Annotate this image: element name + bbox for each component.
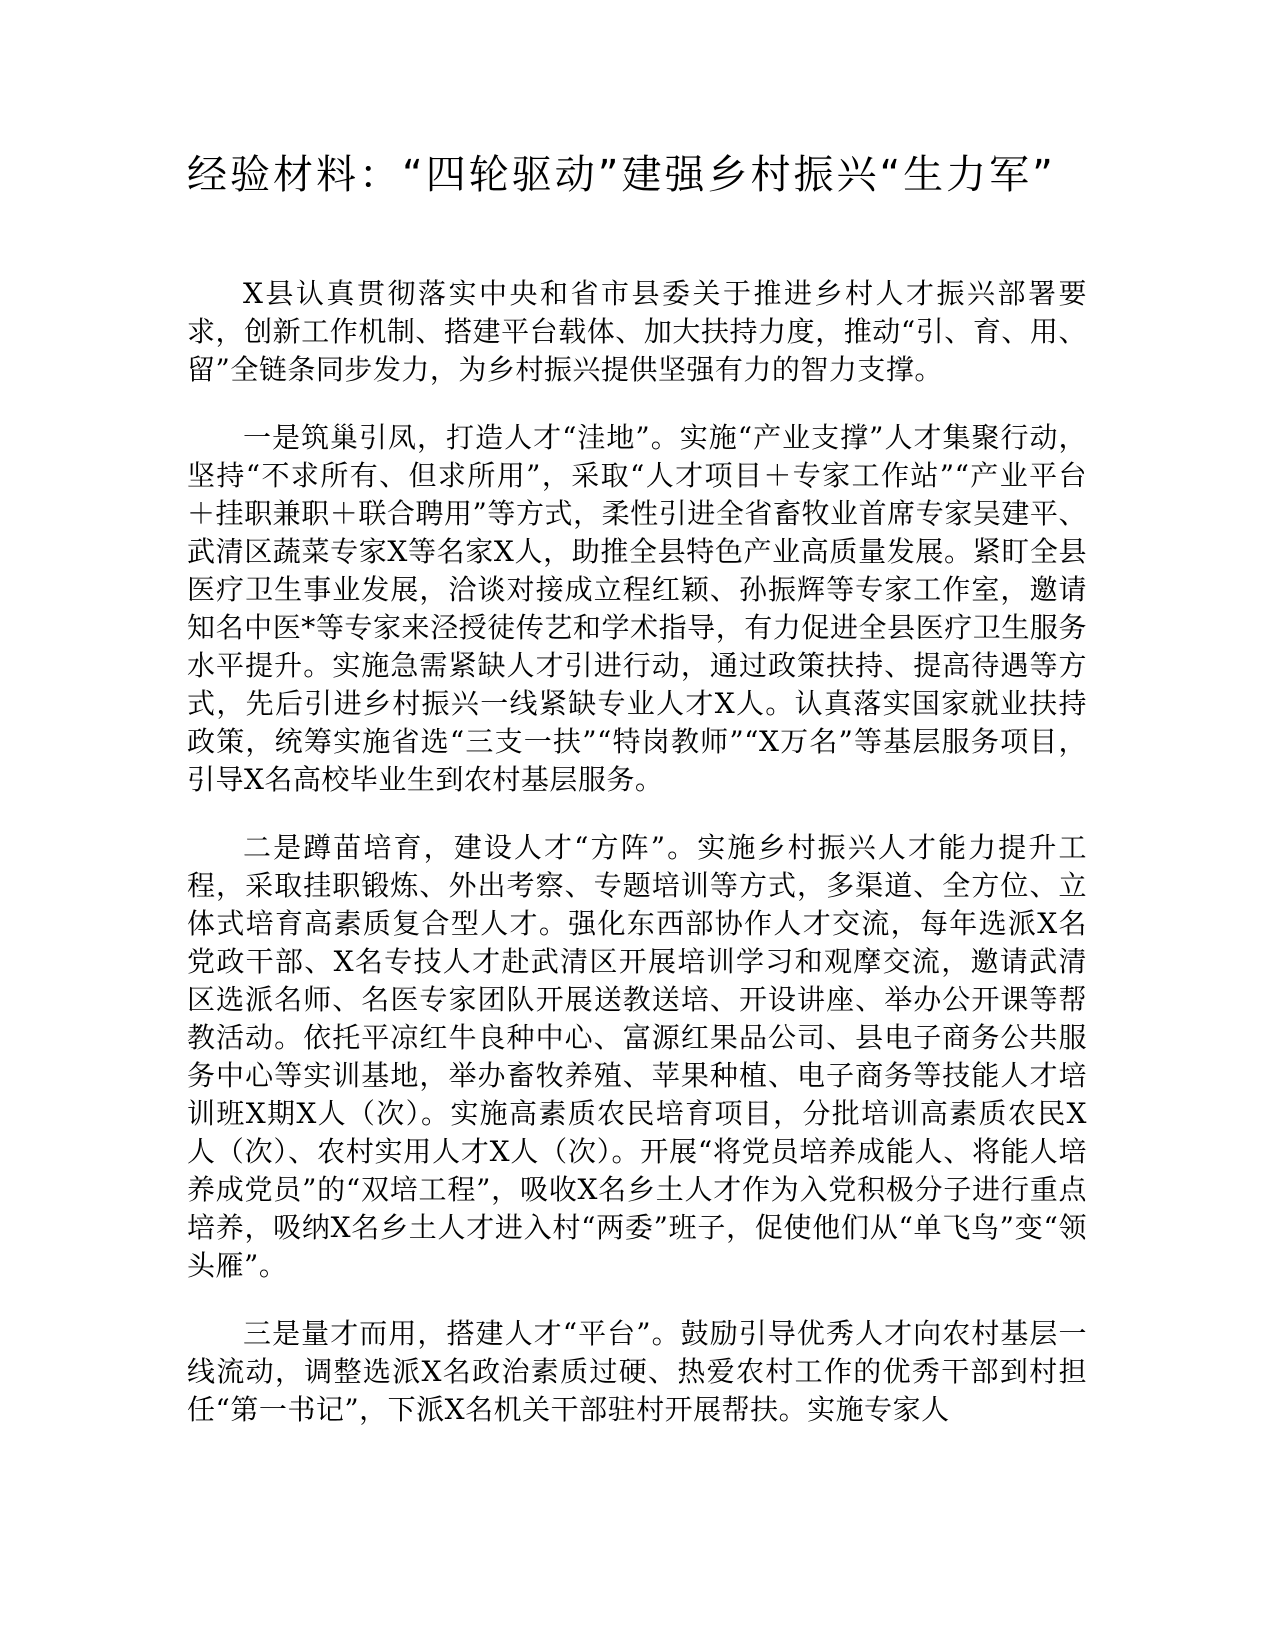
paragraph-section-3: 三是量才而用，搭建人才“平台”。鼓励引导优秀人才向农村基层一线流动，调整选派X名政治素质过硬、热爱农村工作的优秀干部到村担任“第一书记”，下派X名机关干部驻村开展帮扶。实施专家人 [187,1317,1087,1426]
paragraph-intro: X县认真贯彻落实中央和省市县委关于推进乡村人才振兴部署要求，创新工作机制、搭建平台载体、加大扶持力度，推动“引、育、用、留”全链条同步发力，为乡村振兴提供坚强有力的智力支撑。 [187,277,1087,386]
paragraph-section-1: 一是筑巢引凤，打造人才“洼地”。实施“产业支撑”人才集聚行动，坚持“不求所有、但求所用”，采取“人才项目＋专家工作站”“产业平台＋挂职兼职＋联合聘用”等方式，柔性引进全省畜牧业首席专家吴建平、武清区蔬菜专家X等名家X人，助推全县特色产业高质量发展。紧盯全县医疗卫生事业发展，洽谈对接成立程红颖、孙振辉等专家工作室，邀请知名中医*等专家来泾授徒传艺和学术指导，有力促进全县医疗卫生服务水平提升。实施急需紧缺人才引进行动，通过政策扶持、提高待遇等方式，先后引进乡村振兴一线紧缺专业人才X人。认真落实国家就业扶持政策，统筹实施省选“三支一扶”“特岗教师”“X万名”等基层服务项目，引导X名高校毕业生到农村基层服务。 [187,421,1087,796]
document-title: 经验材料：“四轮驱动”建强乡村振兴“生力军” [187,152,1056,198]
document-body [187,275,1087,1459]
paragraph-section-2: 二是蹲苗培育，建设人才“方阵”。实施乡村振兴人才能力提升工程，采取挂职锻炼、外出考察、专题培训等方式，多渠道、全方位、立体式培育高素质复合型人才。强化东西部协作人才交流，每年选派X名党政干部、X名专技人才赴武清区开展培训学习和观摩交流，邀请武清区选派名师、名医专家团队开展送教送培、开设讲座、举办公开课等帮教活动。依托平凉红牛良种中心、富源红果品公司、县电子商务公共服务中心等实训基地，举办畜牧养殖、苹果种植、电子商务等技能人才培训班X期X人（次）。实施高素质农民培育项目，分批培训高素质农民X人（次）、农村实用人才X人（次）。开展“将党员培养成能人、将能人培养成党员”的“双培工程”，吸收X名乡土人才作为入党积极分子进行重点培养，吸纳X名乡土人才进入村“两委”班子，促使他们从“单飞鸟”变“领头雁”。 [187,831,1087,1282]
